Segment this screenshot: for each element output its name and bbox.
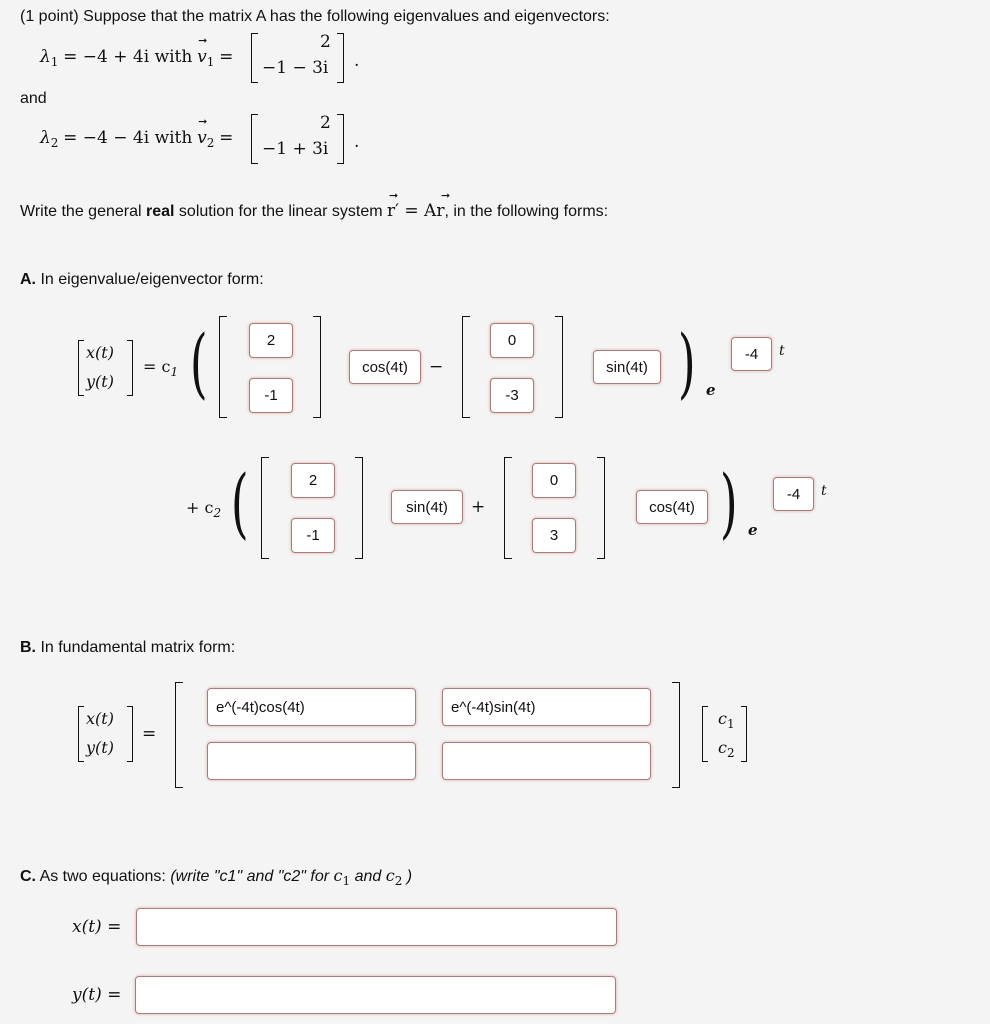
- problem-intro: (1 point) Suppose that the matrix A has the following eigenvalues and eigenvectors:: [20, 8, 610, 25]
- r2-v1-bracket-right: [355, 457, 363, 559]
- r1-v1-bracket-right: [313, 316, 321, 418]
- lambda1-sub: 1: [50, 55, 59, 69]
- r1-minus: −: [429, 357, 444, 377]
- r1-t: t: [779, 343, 785, 359]
- v2-bracket-right: [337, 114, 344, 164]
- v1-top: 2: [320, 32, 331, 52]
- matrix-m11-input[interactable]: e^(-4t)cos(4t): [207, 688, 416, 726]
- r1-exp-input[interactable]: -4: [731, 337, 772, 371]
- v2-bottom: −1 + 3i: [262, 139, 329, 159]
- r2-exp-input[interactable]: -4: [773, 477, 814, 511]
- and-text: and: [20, 90, 47, 107]
- v2-sub: 2: [206, 136, 215, 150]
- matrix-m12-input[interactable]: e^(-4t)sin(4t): [442, 688, 651, 726]
- c1-coef: = $c_1$: [143, 357, 179, 379]
- xy-bracket-right-A: [127, 340, 133, 396]
- matrix-m22-input[interactable]: [442, 742, 651, 780]
- matrix-m21-input[interactable]: [207, 742, 416, 780]
- c2-label-B: $c_2$: [718, 738, 735, 760]
- r1-v1-top-input[interactable]: 2: [249, 323, 293, 358]
- lambda2-sub: 2: [50, 136, 59, 150]
- r2-v1-top-input[interactable]: 2: [291, 463, 335, 498]
- r2-v2-bracket-left: [504, 457, 512, 559]
- r1-v2-top-input[interactable]: 0: [490, 323, 534, 358]
- r1-v2-bracket-right: [555, 316, 563, 418]
- r2-v1-bottom-input[interactable]: -1: [291, 518, 335, 553]
- v1-bottom: −1 − 3i: [262, 58, 329, 78]
- v2-symbol: ➞ v: [197, 115, 208, 148]
- r1-func1-input[interactable]: cos(4t): [349, 350, 421, 384]
- v1-symbol: ➞ v: [197, 34, 208, 67]
- paren-open-1: (: [189, 318, 208, 407]
- c2-coef: + $c_2$: [186, 498, 222, 520]
- v1-sub: 1: [206, 55, 215, 69]
- v2-bracket-left: [251, 114, 258, 164]
- v2-top: 2: [320, 113, 331, 133]
- instruction-pre: Write the general: [20, 203, 146, 220]
- lambda2-symbol: λ: [40, 128, 51, 148]
- matrix-bracket-right: [672, 682, 680, 788]
- xy-bracket-right-B: [127, 706, 133, 762]
- c-bracket-left: [702, 706, 708, 762]
- y-eq-label: y(t) =: [72, 985, 122, 1005]
- paren-close-1: ): [677, 318, 696, 407]
- r1-v2-bottom-input[interactable]: -3: [490, 378, 534, 413]
- c-bracket-right: [741, 706, 747, 762]
- xy-bracket-left-A: [78, 340, 84, 396]
- xy-bracket-left-B: [78, 706, 84, 762]
- r2-v2-bracket-right: [597, 457, 605, 559]
- r2-v1-bracket-left: [261, 457, 269, 559]
- equals-B: =: [142, 724, 157, 744]
- r2-t: t: [821, 483, 827, 499]
- x-eq-label: x(t) =: [72, 917, 122, 937]
- r1-v1-bracket-left: [219, 316, 227, 418]
- v1-bracket-right: [337, 33, 344, 83]
- v2-period: .: [354, 132, 360, 152]
- r2-e: e: [748, 521, 758, 539]
- x-label-A: x(t): [86, 343, 114, 362]
- r1-e: e: [706, 381, 716, 399]
- matrix-bracket-left: [175, 682, 183, 788]
- c1-label-B: $c_1$: [718, 709, 735, 731]
- r2-v2-bottom-input[interactable]: 3: [532, 518, 576, 553]
- partA-heading: A. In eigenvalue/eigenvector form:: [20, 271, 264, 288]
- r2-v2-top-input[interactable]: 0: [532, 463, 576, 498]
- lambda1-symbol: λ: [40, 47, 51, 67]
- v1-period: .: [354, 51, 360, 71]
- x-equation-input[interactable]: [136, 908, 617, 946]
- y-label-A: y(t): [86, 372, 114, 391]
- r1-func2-input[interactable]: sin(4t): [593, 350, 661, 384]
- v1-bracket-left: [251, 33, 258, 83]
- lambda2-line: [40, 115, 234, 150]
- paren-close-2: ): [719, 458, 738, 547]
- r2-plus: +: [471, 497, 486, 517]
- partC-heading: C. As two equations: (write "c1" and "c2" for $c_1$ and $c_2$ ): [20, 866, 413, 888]
- r1-v2-bracket-left: [462, 316, 470, 418]
- r1-v1-bottom-input[interactable]: -1: [249, 378, 293, 413]
- instruction-post: , in the following forms:: [444, 203, 609, 220]
- partB-heading: B. In fundamental matrix form:: [20, 639, 236, 656]
- v2-equals: =: [219, 128, 234, 148]
- y-label-B: y(t): [86, 738, 114, 757]
- x-label-B: x(t): [86, 709, 114, 728]
- r2-func1-input[interactable]: sin(4t): [391, 490, 463, 524]
- lambda2-value: = −4 − 4i with: [63, 128, 193, 148]
- v1-equals: =: [219, 47, 234, 67]
- instruction-mid: solution for the linear system: [174, 203, 388, 220]
- lambda1-value: = −4 + 4i with: [63, 47, 193, 67]
- y-equation-input[interactable]: [135, 976, 616, 1014]
- paren-open-2: (: [230, 458, 249, 547]
- instruction-equation: ➞ ➞ r′ = Ar: [387, 189, 451, 221]
- r2-func2-input[interactable]: cos(4t): [636, 490, 708, 524]
- instruction-bold: real: [146, 203, 175, 220]
- lambda1-line: [40, 34, 234, 69]
- instruction-line: [20, 189, 609, 221]
